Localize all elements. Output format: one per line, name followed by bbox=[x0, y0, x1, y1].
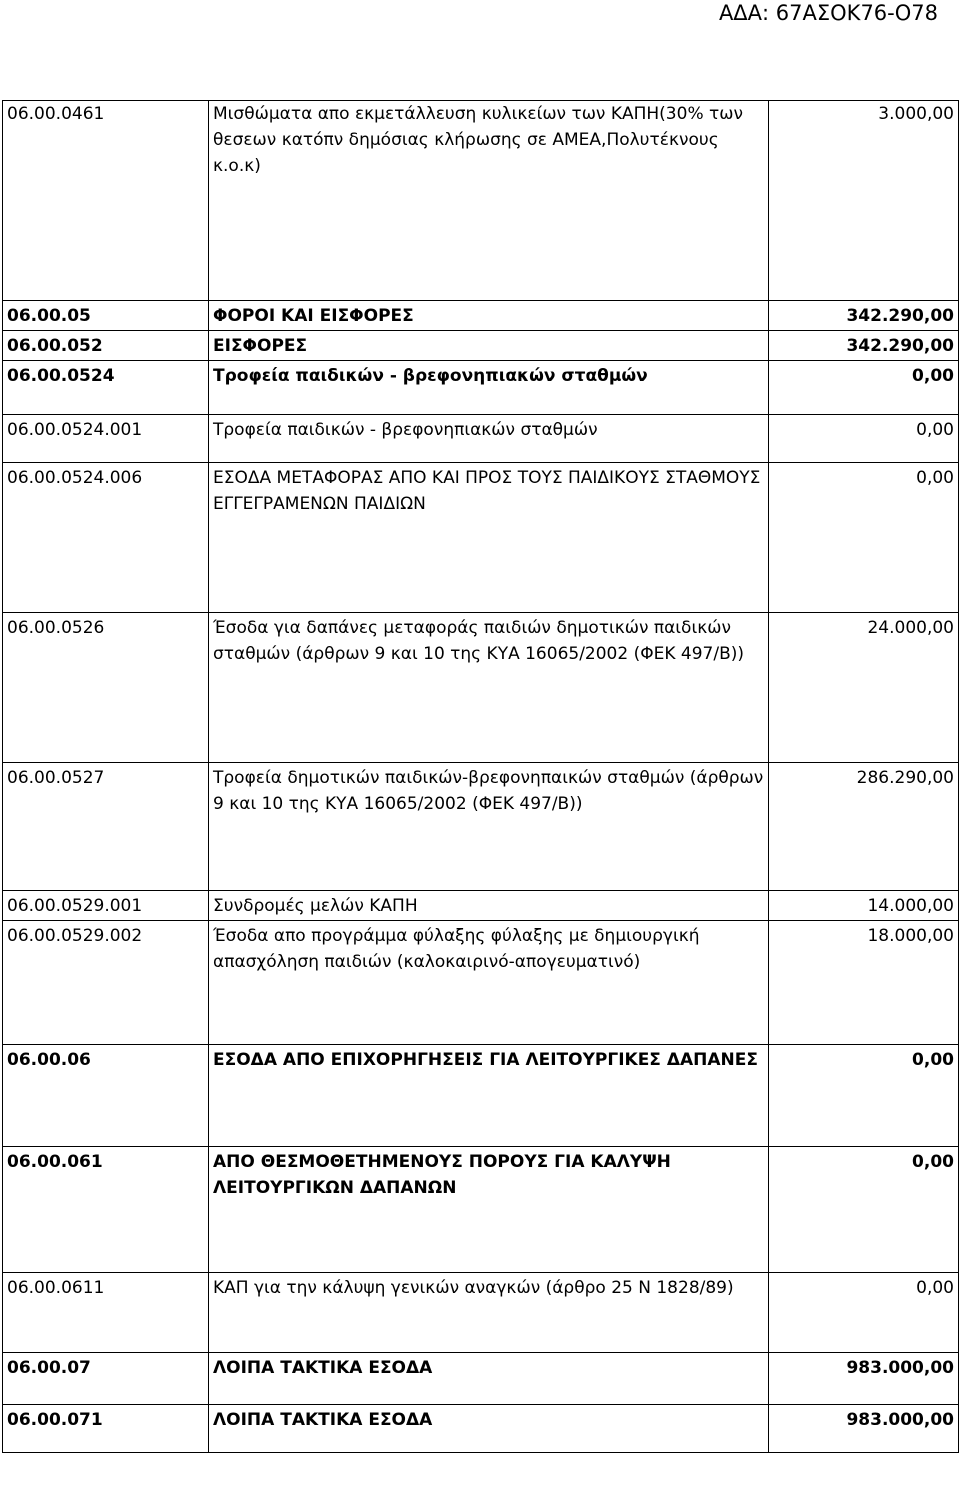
row-description: ΕΙΣΦΟΡΕΣ bbox=[209, 331, 769, 361]
table-row bbox=[3, 921, 959, 1045]
row-description: ΑΠΟ ΘΕΣΜΟΘΕΤΗΜΕΝΟΥΣ ΠΟΡΟΥΣ ΓΙΑ ΚΑΛΥΨΗ ΛΕΙΤΟΥΡΓΙΚΩΝ ΔΑΠΑΝΩΝ bbox=[209, 1147, 769, 1273]
row-description: ΕΣΟΔΑ ΜΕΤΑΦΟΡΑΣ ΑΠΟ ΚΑΙ ΠΡΟΣ ΤΟΥΣ ΠΑΙΔΙΚΟΥΣ ΣΤΑΘΜΟΥΣ ΕΓΓΕΓΡΑΜΕΝΩΝ ΠΑΙΔΙΩΝ bbox=[209, 463, 769, 613]
row-code: 06.00.0524.001 bbox=[3, 415, 209, 463]
row-code: 06.00.052 bbox=[3, 331, 209, 361]
table-row bbox=[3, 613, 959, 763]
row-description: Έσοδα για δαπάνες μεταφοράς παιδιών δημοτικών παιδικών σταθμών (άρθρων 9 και 10 της ΚΥΑ 16065/2002 (ΦΕΚ 497/Β)) bbox=[209, 613, 769, 763]
table-row bbox=[3, 463, 959, 613]
row-amount: 14.000,00 bbox=[769, 891, 959, 921]
row-description: ΛΟΙΠΑ ΤΑΚΤΙΚΑ ΕΣΟΔΑ bbox=[209, 1353, 769, 1405]
row-code: 06.00.0529.001 bbox=[3, 891, 209, 921]
row-code: 06.00.05 bbox=[3, 301, 209, 331]
table-row bbox=[3, 101, 959, 301]
document-ada-code: ΑΔΑ: 67ΑΣΟΚ76-Ο78 bbox=[718, 1, 938, 25]
row-code: 06.00.0526 bbox=[3, 613, 209, 763]
row-description: ΕΣΟΔΑ ΑΠΟ ΕΠΙΧΟΡΗΓΗΣΕΙΣ ΓΙΑ ΛΕΙΤΟΥΡΓΙΚΕΣ ΔΑΠΑΝΕΣ bbox=[209, 1045, 769, 1147]
table-row bbox=[3, 1405, 959, 1453]
row-code: 06.00.0529.002 bbox=[3, 921, 209, 1045]
row-amount: 3.000,00 bbox=[769, 101, 959, 301]
table-row bbox=[3, 301, 959, 331]
table-row bbox=[3, 891, 959, 921]
row-amount: 286.290,00 bbox=[769, 763, 959, 891]
table-row bbox=[3, 331, 959, 361]
table-row bbox=[3, 1273, 959, 1353]
row-amount: 342.290,00 bbox=[769, 331, 959, 361]
table-row bbox=[3, 1147, 959, 1273]
row-code: 06.00.0524 bbox=[3, 361, 209, 415]
budget-table bbox=[2, 100, 959, 1453]
row-code: 06.00.07 bbox=[3, 1353, 209, 1405]
row-amount: 0,00 bbox=[769, 1147, 959, 1273]
row-amount: 0,00 bbox=[769, 1045, 959, 1147]
row-description: Συνδρομές μελών ΚΑΠΗ bbox=[209, 891, 769, 921]
row-description: Τροφεία παιδικών - βρεφονηπιακών σταθμών bbox=[209, 415, 769, 463]
table-row bbox=[3, 1353, 959, 1405]
row-code: 06.00.0611 bbox=[3, 1273, 209, 1353]
table-row bbox=[3, 1045, 959, 1147]
row-description: ΚΑΠ για την κάλυψη γενικών αναγκών (άρθρο 25 Ν 1828/89) bbox=[209, 1273, 769, 1353]
row-description: ΦΟΡΟΙ ΚΑΙ ΕΙΣΦΟΡΕΣ bbox=[209, 301, 769, 331]
row-code: 06.00.0524.006 bbox=[3, 463, 209, 613]
row-description: Τροφεία παιδικών - βρεφονηπιακών σταθμών bbox=[209, 361, 769, 415]
row-amount: 24.000,00 bbox=[769, 613, 959, 763]
row-description: Τροφεία δημοτικών παιδικών-βρεφονηπαικών σταθμών (άρθρων 9 και 10 της ΚΥΑ 16065/2002 (ΦΕΚ 497/Β)) bbox=[209, 763, 769, 891]
table-row bbox=[3, 361, 959, 415]
row-description: ΛΟΙΠΑ ΤΑΚΤΙΚΑ ΕΣΟΔΑ bbox=[209, 1405, 769, 1453]
row-description: Έσοδα απο προγράμμα φύλαξης φύλαξης με δημιουργική απασχόληση παιδιών (καλοκαιρινό-απογευματινό) bbox=[209, 921, 769, 1045]
table-row bbox=[3, 763, 959, 891]
row-amount: 983.000,00 bbox=[769, 1405, 959, 1453]
row-amount: 342.290,00 bbox=[769, 301, 959, 331]
row-code: 06.00.06 bbox=[3, 1045, 209, 1147]
row-amount: 0,00 bbox=[769, 415, 959, 463]
table-row bbox=[3, 415, 959, 463]
row-description: Μισθώματα απο εκμετάλλευση κυλικείων των ΚΑΠΗ(30% των θεσεων κατόπν δημόσιας κλήρωσης σε ΑΜΕΑ,Πολυτέκνους κ.ο.κ) bbox=[209, 101, 769, 301]
row-amount: 983.000,00 bbox=[769, 1353, 959, 1405]
row-code: 06.00.061 bbox=[3, 1147, 209, 1273]
row-code: 06.00.0461 bbox=[3, 101, 209, 301]
row-code: 06.00.071 bbox=[3, 1405, 209, 1453]
row-amount: 0,00 bbox=[769, 361, 959, 415]
row-amount: 0,00 bbox=[769, 463, 959, 613]
row-code: 06.00.0527 bbox=[3, 763, 209, 891]
row-amount: 0,00 bbox=[769, 1273, 959, 1353]
row-amount: 18.000,00 bbox=[769, 921, 959, 1045]
